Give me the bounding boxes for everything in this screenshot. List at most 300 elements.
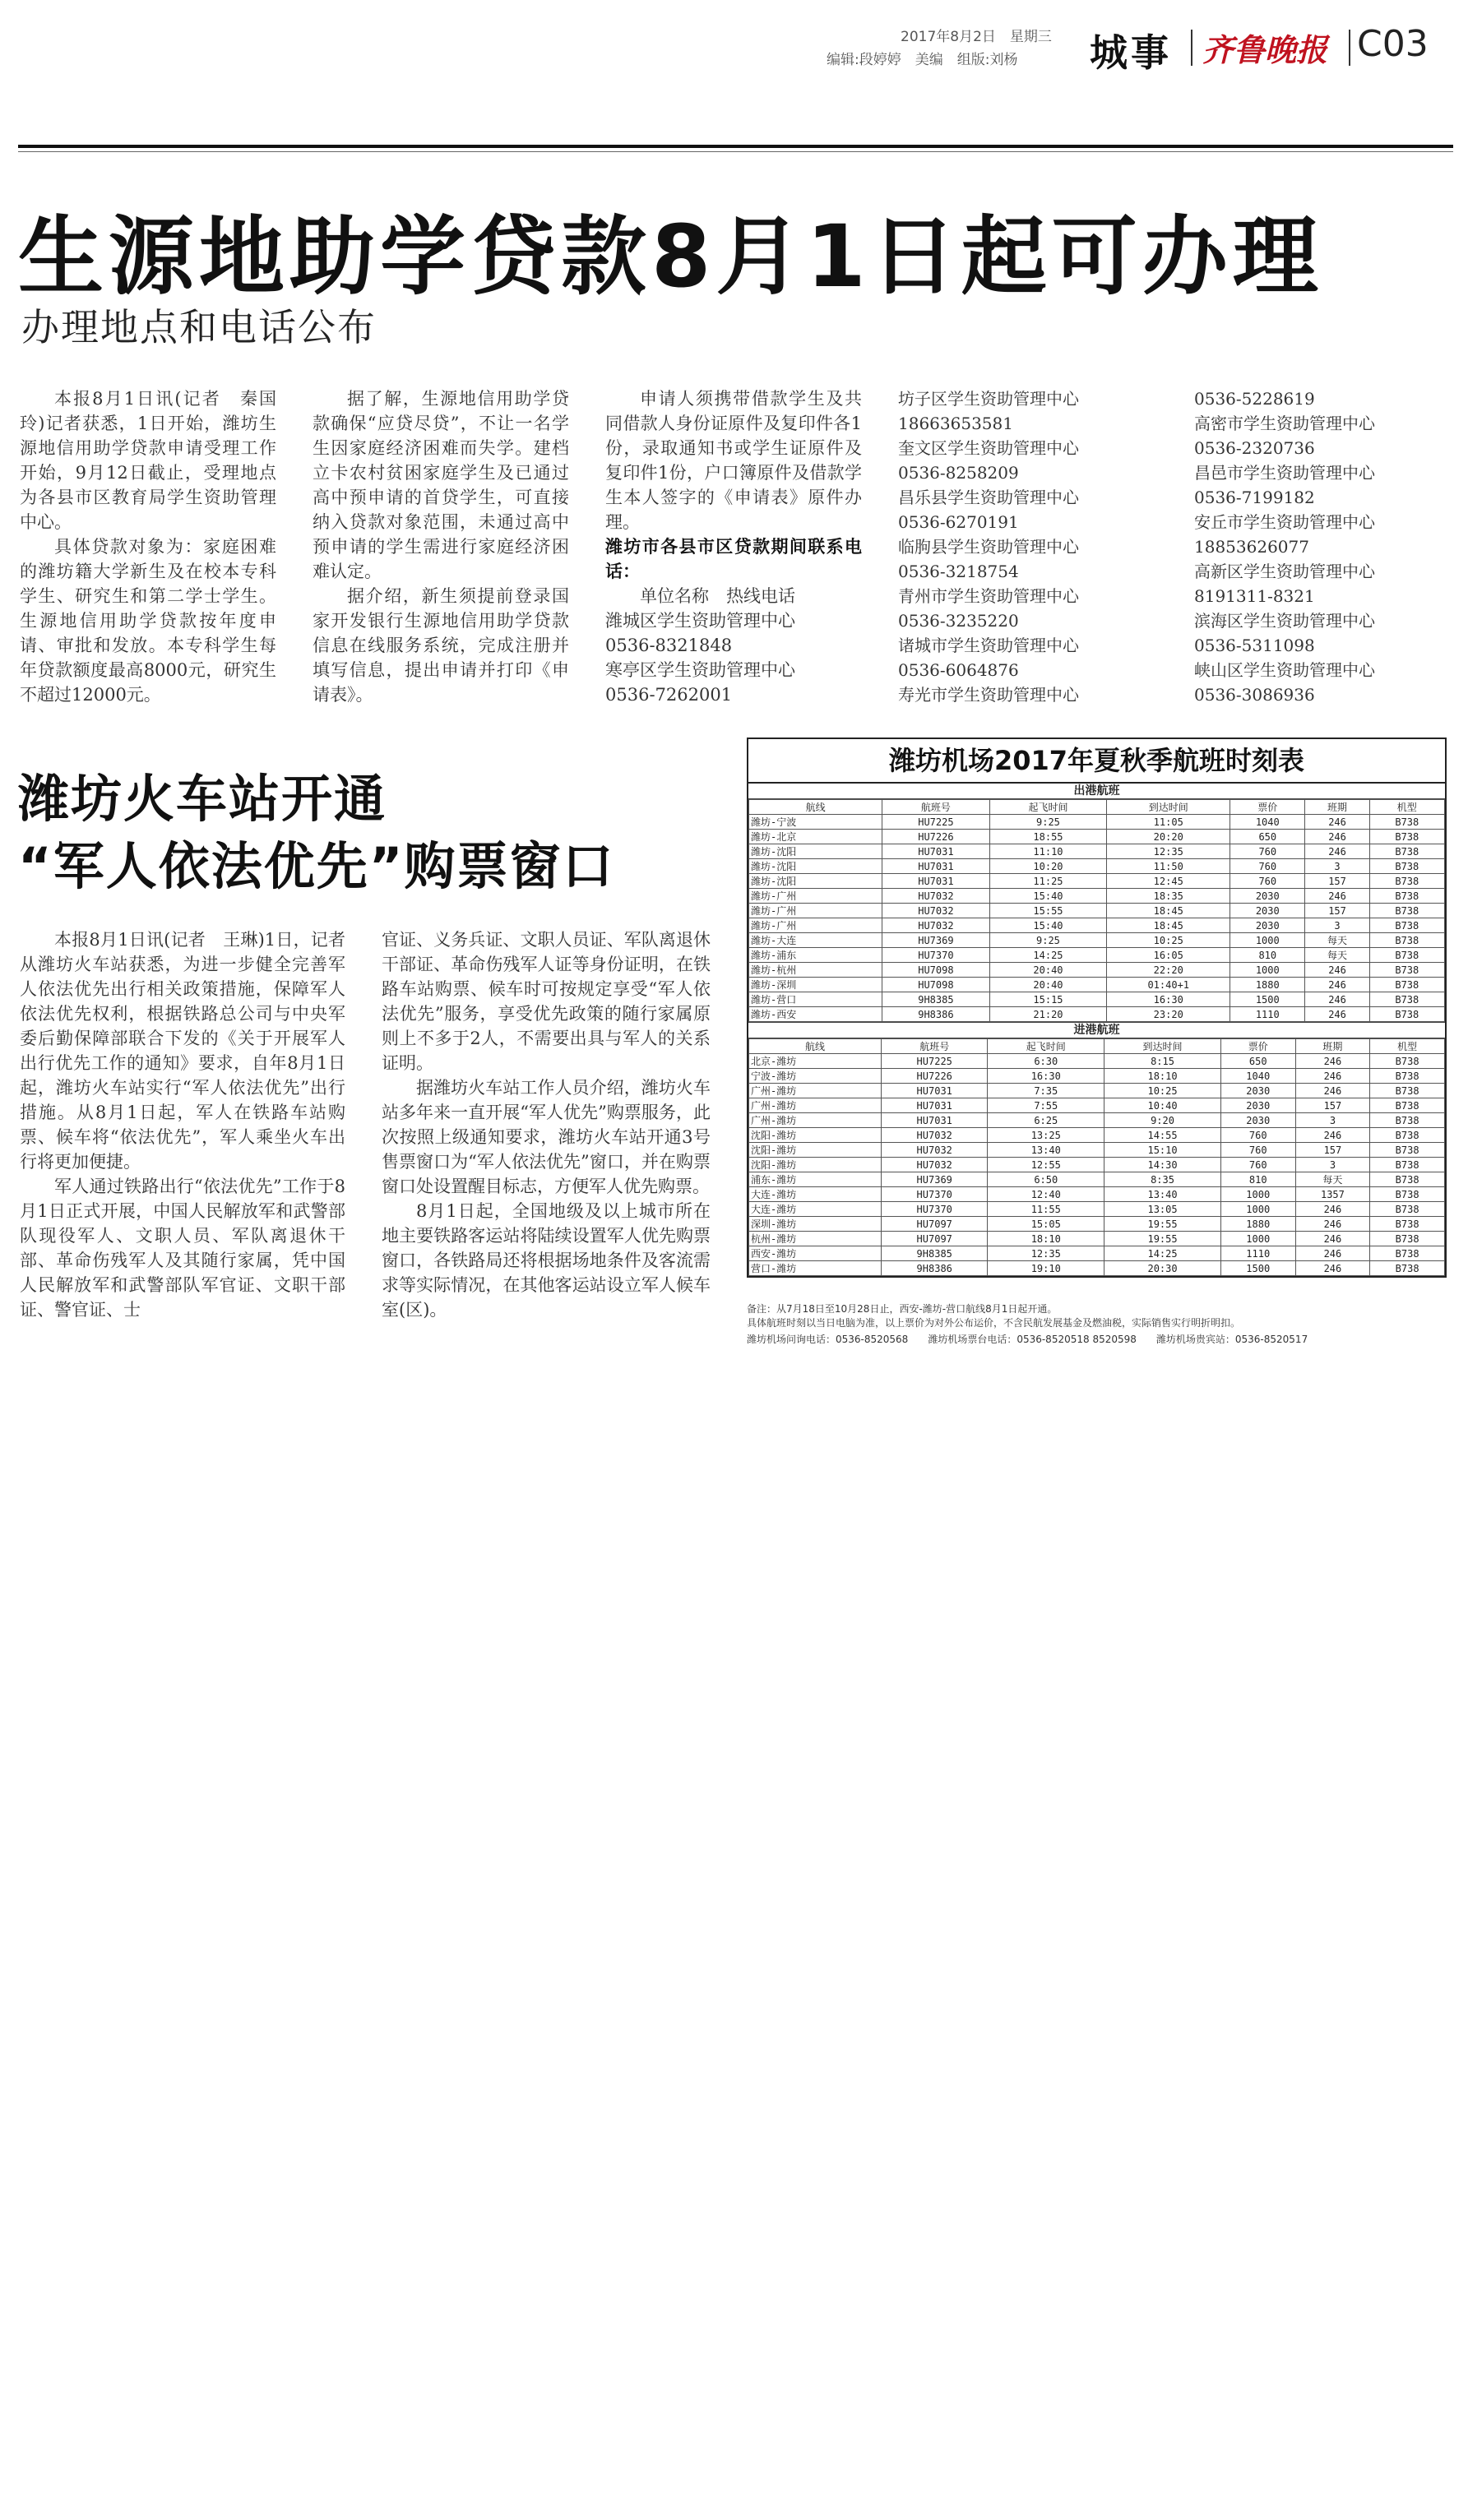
- section-title: 城事: [1090, 30, 1172, 75]
- header-editors: 编辑:段婷婷 美编 组版:刘杨: [827, 52, 1018, 68]
- table-cell: 8:35: [1104, 1172, 1221, 1187]
- table-cell: 潍坊-深圳: [749, 978, 882, 992]
- table-cell: 深圳-潍坊: [749, 1217, 882, 1232]
- contact-line: 0536-2320736: [1194, 438, 1315, 458]
- contact-line: 0536-3218754: [898, 562, 1019, 581]
- table-cell: HU7032: [882, 904, 989, 918]
- table-cell: 760: [1220, 1128, 1295, 1143]
- contact-line: 诸城市学生资助管理中心: [898, 636, 1079, 655]
- column-header: 航班号: [882, 800, 989, 815]
- table-cell: 1000: [1220, 1202, 1295, 1217]
- table-cell: 14:30: [1104, 1158, 1221, 1172]
- article2-col1: [20, 927, 345, 1322]
- table-cell: HU7032: [882, 918, 989, 933]
- table-cell: HU7226: [882, 1069, 988, 1084]
- table-cell: 15:10: [1104, 1143, 1221, 1158]
- table-cell: B738: [1369, 874, 1444, 889]
- page-number: C03: [1357, 23, 1429, 65]
- table-cell: B738: [1370, 1069, 1445, 1084]
- table-cell: HU7098: [882, 963, 989, 978]
- table-cell: 9:25: [989, 815, 1107, 830]
- table-cell: 6:25: [988, 1113, 1104, 1128]
- table-row: [749, 918, 1445, 933]
- timetable-note: 具体航班时刻以当日电脑为准，以上票价为对外公布运价，不含民航发展基金及燃油税，实际销售实行明折明扣。: [747, 1317, 1241, 1329]
- table-cell: 1000: [1230, 963, 1305, 978]
- contact-line: 18853626077: [1194, 537, 1309, 557]
- table-cell: 01:40+1: [1107, 978, 1230, 992]
- contact-line: 安丘市学生资助管理中心: [1194, 512, 1375, 532]
- table-cell: 3: [1305, 918, 1369, 933]
- contact-line: 0536-8258209: [898, 463, 1019, 483]
- table-cell: B738: [1370, 1143, 1445, 1158]
- article1-col2: [313, 386, 569, 707]
- table-cell: 13:40: [988, 1143, 1104, 1158]
- header-date: 2017年8月2日: [901, 29, 996, 45]
- table-cell: HU7369: [882, 1172, 988, 1187]
- table-cell: B738: [1369, 859, 1444, 874]
- paragraph: 据介绍，新生须提前登录国家开发银行生源地信用助学贷款信息在线服务系统，完成注册并填写信息，提出申请并打印《申请表》。: [313, 586, 569, 705]
- paragraph: 8月1日起，全国地级及以上城市所在地主要铁路客运站将陆续设置军人优先购票窗口，各铁路局还将根据场地条件及客流需求等实际情况，在其他客运站设立军人候车室(区)。: [382, 1201, 711, 1320]
- table-row: [749, 1261, 1445, 1276]
- article1-col3: [605, 386, 862, 707]
- table-cell: 潍坊-杭州: [749, 963, 882, 978]
- table-row: [749, 1232, 1445, 1246]
- contact-line: 青州市学生资助管理中心: [898, 586, 1079, 606]
- contact-line: 0536-7262001: [605, 685, 733, 705]
- column-header: 航班号: [882, 1039, 988, 1054]
- table-cell: 北京-潍坊: [749, 1054, 882, 1069]
- contact-line: 0536-3086936: [1194, 685, 1315, 705]
- table-cell: 11:50: [1107, 859, 1230, 874]
- contact-line: 高密市学生资助管理中心: [1194, 414, 1375, 433]
- table-cell: 9H8386: [882, 1007, 989, 1022]
- table-cell: 1040: [1220, 1069, 1295, 1084]
- table-cell: 19:55: [1104, 1217, 1221, 1232]
- table-row: [749, 874, 1445, 889]
- table-cell: 10:25: [1107, 933, 1230, 948]
- article1-col5-contacts: [1194, 386, 1375, 707]
- table-cell: HU7370: [882, 1187, 988, 1202]
- table-cell: 18:10: [1104, 1069, 1221, 1084]
- table-cell: B738: [1370, 1261, 1445, 1276]
- article2-col2: [382, 927, 711, 1322]
- table-cell: HU7032: [882, 889, 989, 904]
- table-cell: 西安-潍坊: [749, 1246, 882, 1261]
- table-cell: 9:25: [989, 933, 1107, 948]
- table-row: [749, 1172, 1445, 1187]
- contact-line: 8191311-8321: [1194, 586, 1315, 606]
- table-cell: B738: [1369, 933, 1444, 948]
- header-divider-2: [1349, 30, 1350, 66]
- table-cell: 22:20: [1107, 963, 1230, 978]
- table-row: [749, 978, 1445, 992]
- table-cell: 15:05: [988, 1217, 1104, 1232]
- table-row: [749, 933, 1445, 948]
- contact-line: 18663653581: [898, 414, 1013, 433]
- table-cell: 810: [1230, 948, 1305, 963]
- table-cell: 810: [1220, 1172, 1295, 1187]
- table-cell: 18:35: [1107, 889, 1230, 904]
- table-cell: 15:40: [989, 918, 1107, 933]
- table-cell: 246: [1295, 1054, 1370, 1069]
- table-cell: 2030: [1220, 1084, 1295, 1098]
- article2-title-line1: 潍坊火车站开通: [18, 769, 387, 829]
- table-cell: 2030: [1230, 918, 1305, 933]
- table-cell: 246: [1295, 1246, 1370, 1261]
- article1-col1: [20, 386, 276, 707]
- table-cell: HU7031: [882, 844, 989, 859]
- inbound-label: 进港航班: [748, 1022, 1445, 1038]
- table-cell: 1500: [1230, 992, 1305, 1007]
- table-cell: HU7031: [882, 1084, 988, 1098]
- table-cell: 潍坊-营口: [749, 992, 882, 1007]
- table-cell: 潍坊-广州: [749, 889, 882, 904]
- table-cell: B738: [1370, 1113, 1445, 1128]
- table-cell: 19:55: [1104, 1232, 1221, 1246]
- table-cell: 7:35: [988, 1084, 1104, 1098]
- column-header: 票价: [1220, 1039, 1295, 1054]
- table-cell: HU7098: [882, 978, 989, 992]
- table-cell: B738: [1370, 1158, 1445, 1172]
- paragraph: 申请人须携带借款学生及共同借款人身份证原件及复印件各1份，录取通知书或学生证原件及复印件1份，户口簿原件及借款学生本人签字的《申请表》原件办理。: [605, 389, 862, 532]
- table-cell: 14:55: [1104, 1128, 1221, 1143]
- table-cell: 246: [1295, 1232, 1370, 1246]
- column-header: 起飞时间: [989, 800, 1107, 815]
- table-cell: 12:40: [988, 1187, 1104, 1202]
- paragraph: 具体贷款对象为：家庭困难的潍坊籍大学新生及在校本专科学生、研究生和第二学士学生。生源地信用助学贷款按年度申请、审批和发放。本专科学生每年贷款额度最高8000元，研究生不超过12000元。: [20, 537, 276, 705]
- table-cell: 10:25: [1104, 1084, 1221, 1098]
- table-cell: 18:55: [989, 830, 1107, 844]
- contact-line: 临朐县学生资助管理中心: [898, 537, 1079, 557]
- contact-line: 0536-3235220: [898, 611, 1019, 631]
- table-row: [749, 1143, 1445, 1158]
- table-row: [749, 1007, 1445, 1022]
- table-cell: 潍坊-沈阳: [749, 874, 882, 889]
- table-cell: B738: [1369, 815, 1444, 830]
- table-cell: 12:35: [1107, 844, 1230, 859]
- table-cell: 1110: [1220, 1246, 1295, 1261]
- paragraph: 军人通过铁路出行“依法优先”工作于8月1日正式开展，中国人民解放军和武警部队现役军人、文职人员、军队离退休干部、革命伤残军人及其随行家属，凭中国人民解放军和武警部队军官证、文职干部证、警官证、士: [20, 1177, 345, 1320]
- paragraph: 据潍坊火车站工作人员介绍，潍坊火车站多年来一直开展“军人优先”购票服务，此次按照上级通知要求，潍坊火车站开通3号售票窗口为“军人依法优先”窗口，并在购票窗口处设置醒目标志，方便军人优先购票。: [382, 1078, 711, 1196]
- table-cell: 1000: [1230, 933, 1305, 948]
- table-cell: 16:05: [1107, 948, 1230, 963]
- table-cell: 11:55: [988, 1202, 1104, 1217]
- table-cell: B738: [1370, 1128, 1445, 1143]
- table-cell: 潍坊-宁波: [749, 815, 882, 830]
- table-cell: B738: [1369, 918, 1444, 933]
- table-cell: 杭州-潍坊: [749, 1232, 882, 1246]
- table-cell: 3: [1305, 859, 1369, 874]
- table-row: [749, 1217, 1445, 1232]
- table-cell: 246: [1295, 1128, 1370, 1143]
- table-cell: 15:55: [989, 904, 1107, 918]
- table-cell: 14:25: [989, 948, 1107, 963]
- table-cell: B738: [1369, 830, 1444, 844]
- contact-line: 0536-5311098: [1194, 636, 1315, 655]
- table-cell: 潍坊-浦东: [749, 948, 882, 963]
- column-header: 航线: [749, 1039, 882, 1054]
- table-cell: 3: [1295, 1113, 1370, 1128]
- table-cell: 沈阳-潍坊: [749, 1128, 882, 1143]
- contact-line: 坊子区学生资助管理中心: [898, 389, 1079, 409]
- table-cell: 2030: [1220, 1098, 1295, 1113]
- table-cell: HU7031: [882, 1098, 988, 1113]
- table-cell: 1000: [1220, 1187, 1295, 1202]
- table-cell: 8:15: [1104, 1054, 1221, 1069]
- table-cell: 650: [1220, 1054, 1295, 1069]
- table-cell: 1500: [1220, 1261, 1295, 1276]
- table-cell: HU7369: [882, 933, 989, 948]
- article1-title: 生源地助学贷款8月1日起可办理: [18, 206, 1323, 307]
- table-cell: 潍坊-北京: [749, 830, 882, 844]
- table-cell: B738: [1369, 978, 1444, 992]
- table-cell: 2030: [1230, 904, 1305, 918]
- table-cell: 650: [1230, 830, 1305, 844]
- table-cell: 潍坊-沈阳: [749, 859, 882, 874]
- article1-subtitle: 办理地点和电话公布: [21, 305, 377, 349]
- table-cell: B738: [1370, 1246, 1445, 1261]
- paragraph: 官证、义务兵证、文职人员证、军队离退休干部证、革命伤残军人证等身份证明，在铁路车站购票、候车时可按规定享受“军人依法优先”服务，享受优先政策的随行家属原则上不多于2人，不需要出具与军人的关系证明。: [382, 930, 711, 1073]
- contact-line: 滨海区学生资助管理中心: [1194, 611, 1375, 631]
- table-cell: 11:10: [989, 844, 1107, 859]
- table-cell: HU7032: [882, 1143, 988, 1158]
- table-row: [749, 889, 1445, 904]
- table-cell: 760: [1230, 874, 1305, 889]
- table-row: [749, 844, 1445, 859]
- table-cell: 12:45: [1107, 874, 1230, 889]
- table-cell: B738: [1369, 992, 1444, 1007]
- table-cell: B738: [1370, 1187, 1445, 1202]
- table-cell: B738: [1369, 904, 1444, 918]
- table-cell: 760: [1220, 1143, 1295, 1158]
- table-cell: 11:25: [989, 874, 1107, 889]
- table-cell: 9H8385: [882, 992, 989, 1007]
- table-cell: B738: [1369, 963, 1444, 978]
- table-cell: 20:40: [989, 963, 1107, 978]
- table-cell: B738: [1369, 948, 1444, 963]
- table-cell: 760: [1230, 859, 1305, 874]
- table-cell: 6:30: [988, 1054, 1104, 1069]
- table-cell: 12:55: [988, 1158, 1104, 1172]
- timetable-note: 备注：从7月18日至10月28日止，西安-潍坊-营口航线8月1日起开通。: [747, 1303, 1058, 1315]
- table-cell: 1110: [1230, 1007, 1305, 1022]
- table-cell: HU7097: [882, 1232, 988, 1246]
- table-cell: 广州-潍坊: [749, 1113, 882, 1128]
- table-cell: 157: [1295, 1098, 1370, 1113]
- table-cell: 246: [1305, 830, 1369, 844]
- flight-timetable: [747, 738, 1447, 1278]
- table-cell: 1000: [1220, 1232, 1295, 1246]
- table-cell: 13:40: [1104, 1187, 1221, 1202]
- table-cell: 246: [1295, 1202, 1370, 1217]
- table-cell: HU7370: [882, 948, 989, 963]
- table-cell: 18:45: [1107, 918, 1230, 933]
- contact-line: 峡山区学生资助管理中心: [1194, 660, 1375, 680]
- table-cell: 潍坊-广州: [749, 918, 882, 933]
- contact-line: 寿光市学生资助管理中心: [898, 685, 1079, 705]
- table-row: [749, 830, 1445, 844]
- table-cell: 广州-潍坊: [749, 1098, 882, 1113]
- timetable-contacts: 潍坊机场问询电话：0536-8520568 潍坊机场票台电话：0536-8520518 8520598 潍坊机场贵宾站：0536-8520517: [747, 1334, 1308, 1345]
- table-cell: 大连-潍坊: [749, 1202, 882, 1217]
- table-row: [749, 963, 1445, 978]
- table-cell: HU7031: [882, 1113, 988, 1128]
- table-cell: B738: [1370, 1232, 1445, 1246]
- header-date-line: [901, 25, 1052, 45]
- table-cell: 每天: [1295, 1172, 1370, 1187]
- table-cell: 15:15: [989, 992, 1107, 1007]
- table-cell: 1880: [1220, 1217, 1295, 1232]
- table-row: [749, 1158, 1445, 1172]
- table-cell: 13:25: [988, 1128, 1104, 1143]
- contact-line: 0536-7199182: [1194, 488, 1315, 507]
- table-cell: B738: [1370, 1054, 1445, 1069]
- paragraph: 据了解，生源地信用助学贷款确保“应贷尽贷”，不让一名学生因家庭经济困难而失学。建档立卡农村贫困家庭学生及已通过高中预申请的首贷学生，可直接纳入贷款对象范围，未通过高中预申请的学生需进行家庭经济困难认定。: [313, 389, 569, 581]
- table-cell: HU7225: [882, 1054, 988, 1069]
- table-row: [749, 1084, 1445, 1098]
- table-cell: HU7032: [882, 1158, 988, 1172]
- table-cell: B738: [1369, 889, 1444, 904]
- table-cell: 19:10: [988, 1261, 1104, 1276]
- table-cell: HU7370: [882, 1202, 988, 1217]
- table-cell: HU7032: [882, 1128, 988, 1143]
- table-cell: 1040: [1230, 815, 1305, 830]
- contact-line: 0536-8321848: [605, 636, 733, 655]
- table-cell: 20:20: [1107, 830, 1230, 844]
- paragraph: 本报8月1日讯(记者 秦国玲)记者获悉，1日开始，潍坊生源地信用助学贷款申请受理工作开始，9月12日截止，受理地点为各县市区教育局学生资助管理中心。: [20, 389, 276, 532]
- table-cell: HU7031: [882, 859, 989, 874]
- table-cell: 246: [1305, 815, 1369, 830]
- contacts-header: 单位名称 热线电话: [640, 586, 795, 606]
- article1-col4-contacts: [898, 386, 1079, 707]
- table-cell: 246: [1295, 1217, 1370, 1232]
- table-row: [749, 1246, 1445, 1261]
- table-cell: 246: [1305, 889, 1369, 904]
- table-cell: 9:20: [1104, 1113, 1221, 1128]
- column-header: 机型: [1369, 800, 1444, 815]
- table-cell: 16:30: [1107, 992, 1230, 1007]
- table-cell: B738: [1370, 1084, 1445, 1098]
- outbound-label: 出港航班: [748, 784, 1445, 799]
- header-divider: [1191, 30, 1192, 66]
- header-rule: [18, 145, 1453, 148]
- table-cell: HU7226: [882, 830, 989, 844]
- table-cell: HU7031: [882, 874, 989, 889]
- table-cell: 246: [1305, 963, 1369, 978]
- table-cell: 18:10: [988, 1232, 1104, 1246]
- column-header: 票价: [1230, 800, 1305, 815]
- table-cell: 246: [1295, 1069, 1370, 1084]
- column-header: 到达时间: [1104, 1039, 1221, 1054]
- table-row: [749, 1113, 1445, 1128]
- article2-title-line2: “军人依法优先”购票窗口: [18, 836, 615, 896]
- table-cell: 9H8386: [882, 1261, 988, 1276]
- table-cell: 沈阳-潍坊: [749, 1158, 882, 1172]
- table-row: [749, 1187, 1445, 1202]
- header-rule-thin: [18, 151, 1453, 152]
- table-cell: 11:05: [1107, 815, 1230, 830]
- table-cell: B738: [1369, 1007, 1444, 1022]
- paragraph: 本报8月1日讯(记者 王琳)1日，记者从潍坊火车站获悉，为进一步健全完善军人依法优先出行相关政策措施，保障军人依法优先权利，根据铁路总公司与中央军委后勤保障部联合下发的《关于开展军人出行优先工作的通知》要求，自年8月1日起，潍坊火车站实行“军人依法优先”出行措施。从8月1日起，军人在铁路车站购票、候车将“依法优先”，军人乘坐火车出行将更加便捷。: [20, 930, 345, 1172]
- table-cell: 每天: [1305, 933, 1369, 948]
- table-row: [749, 1128, 1445, 1143]
- table-cell: 沈阳-潍坊: [749, 1143, 882, 1158]
- outbound-table: [748, 799, 1445, 1022]
- column-header: 航线: [749, 800, 882, 815]
- table-cell: 10:20: [989, 859, 1107, 874]
- table-cell: B738: [1370, 1172, 1445, 1187]
- column-header: 机型: [1370, 1039, 1445, 1054]
- table-cell: 广州-潍坊: [749, 1084, 882, 1098]
- header-weekday: 星期三: [1009, 29, 1052, 45]
- table-row: [749, 859, 1445, 874]
- column-header: 班期: [1305, 800, 1369, 815]
- table-row: [749, 1054, 1445, 1069]
- table-cell: 潍坊-沈阳: [749, 844, 882, 859]
- table-cell: 14:25: [1104, 1246, 1221, 1261]
- table-row: [749, 1069, 1445, 1084]
- table-cell: 潍坊-大连: [749, 933, 882, 948]
- contact-line: 昌邑市学生资助管理中心: [1194, 463, 1375, 483]
- table-row: [749, 815, 1445, 830]
- contacts-title: 潍坊市各县市区贷款期间联系电话：: [605, 537, 862, 581]
- table-cell: 宁波-潍坊: [749, 1069, 882, 1084]
- table-cell: 20:30: [1104, 1261, 1221, 1276]
- table-cell: 3: [1295, 1158, 1370, 1172]
- table-cell: B738: [1370, 1217, 1445, 1232]
- table-row: [749, 1098, 1445, 1113]
- column-header: 班期: [1295, 1039, 1370, 1054]
- table-cell: B738: [1370, 1098, 1445, 1113]
- table-cell: 246: [1295, 1261, 1370, 1276]
- timetable-title: 潍坊机场2017年夏秋季航班时刻表: [748, 739, 1445, 784]
- table-cell: B738: [1369, 844, 1444, 859]
- contact-line: 0536-6270191: [898, 512, 1019, 532]
- table-row: [749, 992, 1445, 1007]
- table-cell: 157: [1295, 1143, 1370, 1158]
- table-cell: 潍坊-广州: [749, 904, 882, 918]
- table-cell: 2030: [1220, 1113, 1295, 1128]
- contact-line: 昌乐县学生资助管理中心: [898, 488, 1079, 507]
- table-cell: 1880: [1230, 978, 1305, 992]
- table-cell: 246: [1305, 1007, 1369, 1022]
- table-cell: 7:55: [988, 1098, 1104, 1113]
- table-cell: 2030: [1230, 889, 1305, 904]
- contact-line: 高新区学生资助管理中心: [1194, 562, 1375, 581]
- table-cell: 6:50: [988, 1172, 1104, 1187]
- table-cell: 1357: [1295, 1187, 1370, 1202]
- table-row: [749, 948, 1445, 963]
- table-cell: 营口-潍坊: [749, 1261, 882, 1276]
- contact-line: 潍城区学生资助管理中心: [605, 611, 795, 631]
- table-row: [749, 1202, 1445, 1217]
- table-cell: 15:40: [989, 889, 1107, 904]
- contact-line: 0536-6064876: [898, 660, 1019, 680]
- table-cell: 246: [1295, 1084, 1370, 1098]
- paper-logo: 齐鲁晚报: [1202, 31, 1328, 68]
- column-header: 到达时间: [1107, 800, 1230, 815]
- table-cell: HU7225: [882, 815, 989, 830]
- table-cell: 23:20: [1107, 1007, 1230, 1022]
- table-cell: 760: [1220, 1158, 1295, 1172]
- table-cell: 157: [1305, 874, 1369, 889]
- table-cell: HU7097: [882, 1217, 988, 1232]
- contact-line: 0536-5228619: [1194, 389, 1315, 409]
- table-cell: 13:05: [1104, 1202, 1221, 1217]
- table-cell: 大连-潍坊: [749, 1187, 882, 1202]
- table-cell: 9H8385: [882, 1246, 988, 1261]
- table-cell: 246: [1305, 992, 1369, 1007]
